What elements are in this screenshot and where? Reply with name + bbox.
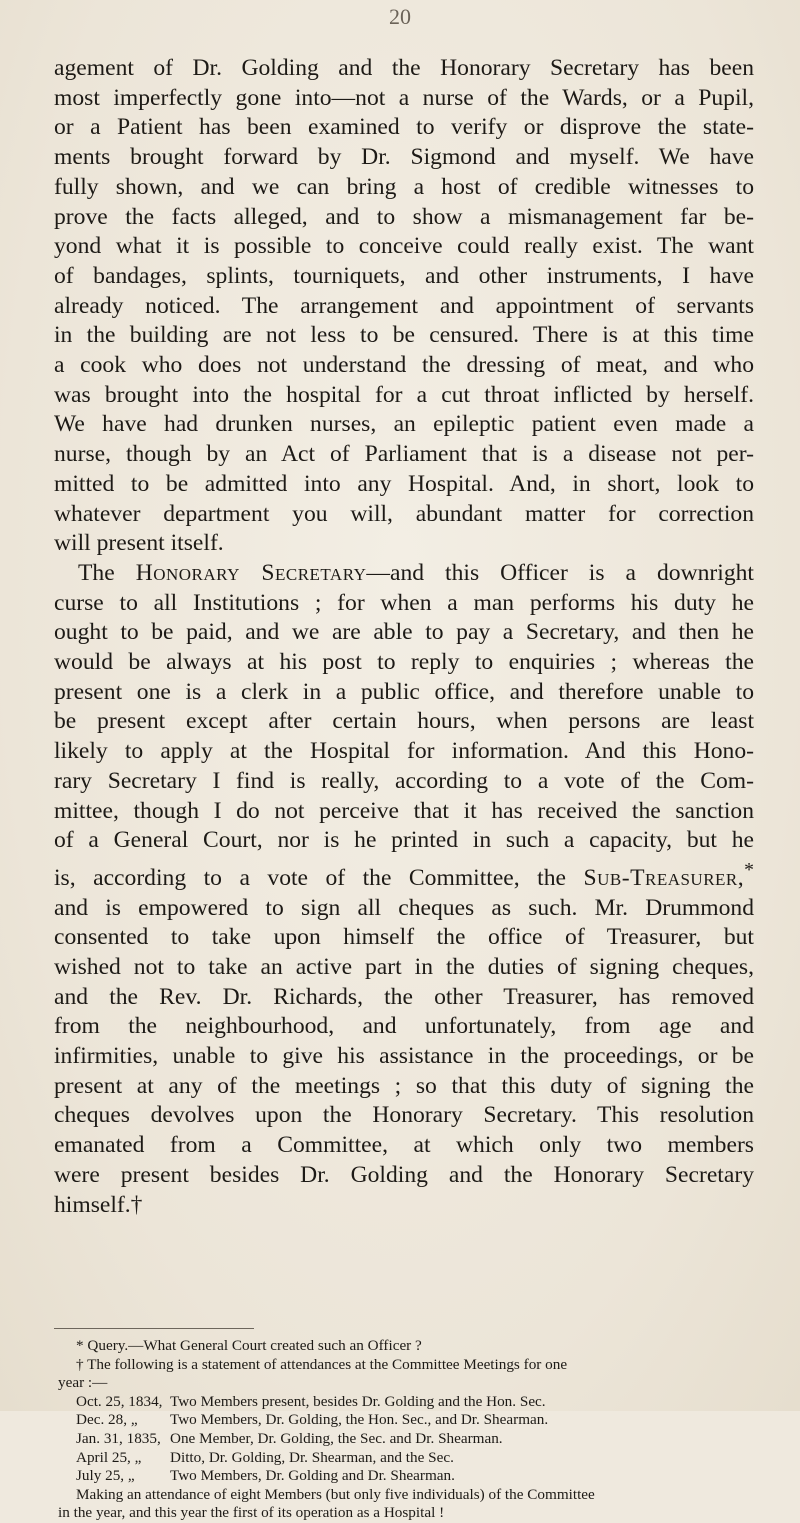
text-line: or a Patient has been examined to verify or disprove the state- [54, 114, 754, 141]
text-line: fully shown, and we can bring a host of credible witnesses to [54, 173, 754, 200]
text-line: ought to be paid, and we are able to pay a Secretary, and then he [54, 619, 754, 646]
text-line: yond what it is possible to conceive could really exist. The want [54, 233, 754, 260]
text-line: infirmities, unable to give his assistance in the proceedings, or be [54, 1043, 754, 1070]
text-line: most imperfectly gone into—not a nurse of the Wards, or a Pupil, [54, 84, 754, 111]
text-line: present at any of the meetings ; so that this duty of signing the [54, 1072, 754, 1099]
text-line: will present itself. [54, 530, 224, 557]
text-line: from the neighbourhood, and unfortunately, from age and [54, 1013, 754, 1040]
footnote-attendance-intro-cont: year :— [58, 1374, 108, 1392]
text-line: We have had drunken nurses, an epileptic patient even made a [54, 411, 754, 438]
text-line: wished not to take an active part in the duties of signing cheques, [54, 953, 754, 980]
honorary-secretary-smallcaps: Honorary Secretary [135, 559, 367, 586]
text-line: agement of Dr. Golding and the Honorary Secretary has been [54, 55, 754, 81]
footnote-divider [54, 1328, 254, 1329]
text-line [54, 856, 754, 894]
text-line: of a General Court, nor is he printed in such a capacity, but he [54, 827, 754, 854]
text-line: nurse, though by an Act of Parliament that is a disease not per- [54, 441, 754, 468]
footnote-mark: * [744, 858, 754, 881]
text-line: likely to apply at the Hospital for information. And this Hono- [54, 738, 754, 765]
attendance-text: Two Members, Dr. Golding, the Hon. Sec., and Dr. Shearman. [170, 1411, 549, 1429]
text-line: and the Rev. Dr. Richards, the other Treasurer, has removed [54, 983, 754, 1010]
text-line: already noticed. The arrangement and appointment of servants [54, 292, 754, 319]
attendance-date: July 25, „ [76, 1467, 135, 1485]
footnote-query: * Query.—What General Court created such an Officer ? [76, 1337, 422, 1354]
attendance-text: One Member, Dr. Golding, the Sec. and Dr. Shearman. [170, 1429, 503, 1447]
attendance-row [58, 1430, 758, 1449]
attendance-text: Two Members present, besides Dr. Golding and the Hon. Sec. [170, 1392, 546, 1410]
text-line: himself.† [54, 1191, 143, 1218]
text-line: were present besides Dr. Golding and the Honorary Secretary [54, 1161, 754, 1188]
text-line: consented to take upon himself the office of Treasurer, but [54, 924, 754, 951]
subtreasurer-prefix: is, according to a vote of the Committee, the [54, 864, 584, 891]
para-rest: —and this Officer is a downright [366, 559, 754, 586]
footnotes [58, 1337, 758, 1523]
footnote-summary: Making an attendance of eight Members (but only five individuals) of the Committee [76, 1485, 595, 1503]
attendance-row [58, 1449, 758, 1468]
attendance-date: April 25, „ [76, 1448, 142, 1466]
text-line: present one is a clerk in a public office, and therefore unable to [54, 678, 754, 705]
attendance-date: Dec. 28, „ [76, 1411, 138, 1429]
para-prefix: The [78, 559, 136, 586]
text-line: was brought into the hospital for a cut throat inflicted by herself. [54, 381, 754, 408]
text-line: mittee, though I do not perceive that it has received the sanction [54, 797, 754, 824]
footnote-attendance-intro: † The following is a statement of attendances at the Committee Meetings for one [76, 1355, 568, 1373]
text-line: emanated from a Committee, at which only two members [54, 1132, 754, 1159]
text-line: rary Secretary I find is really, according to a vote of the Com- [54, 767, 754, 794]
attendance-row [58, 1467, 758, 1486]
text-line: would be always at his post to reply to enquiries ; whereas the [54, 649, 754, 676]
attendance-date: Jan. 31, 1835, [76, 1429, 161, 1447]
text-line: prove the facts alleged, and to show a mismanagement far be- [54, 203, 754, 230]
main-text [54, 54, 754, 1220]
attendance-text: Two Members, Dr. Golding and Dr. Shearman. [170, 1467, 455, 1485]
text-line: be present except after certain hours, when persons are least [54, 708, 754, 735]
attendance-date: Oct. 25, 1834, [76, 1392, 163, 1410]
text-line: ments brought forward by Dr. Sigmond and myself. We have [54, 144, 754, 171]
sub-treasurer-smallcaps: Sub-Treasurer, [583, 864, 745, 891]
text-line: whatever department you will, abundant matter for correction [54, 500, 754, 527]
attendance-row [58, 1411, 758, 1430]
text-line: and is empowered to sign all cheques as such. Mr. Drummond [54, 894, 754, 921]
attendance-row [58, 1393, 758, 1412]
page-number: 20 [389, 4, 411, 29]
attendance-text: Ditto, Dr. Golding, Dr. Shearman, and the Sec. [170, 1448, 454, 1466]
text-line: in the building are not less to be censured. There is at this time [54, 322, 754, 349]
paragraph-heading-line [54, 559, 754, 589]
footnote-summary-cont: in the year, and this year the first of its operation as a Hospital ! [58, 1504, 445, 1522]
text-line: mitted to be admitted into any Hospital. And, in short, look to [54, 470, 754, 497]
text-line: of bandages, splints, tourniquets, and other instruments, I have [54, 262, 754, 289]
text-line: cheques devolves upon the Honorary Secretary. This resolution [54, 1102, 754, 1129]
text-line: a cook who does not understand the dressing of meat, and who [54, 352, 754, 379]
text-line: curse to all Institutions ; for when a man performs his duty he [54, 589, 754, 616]
